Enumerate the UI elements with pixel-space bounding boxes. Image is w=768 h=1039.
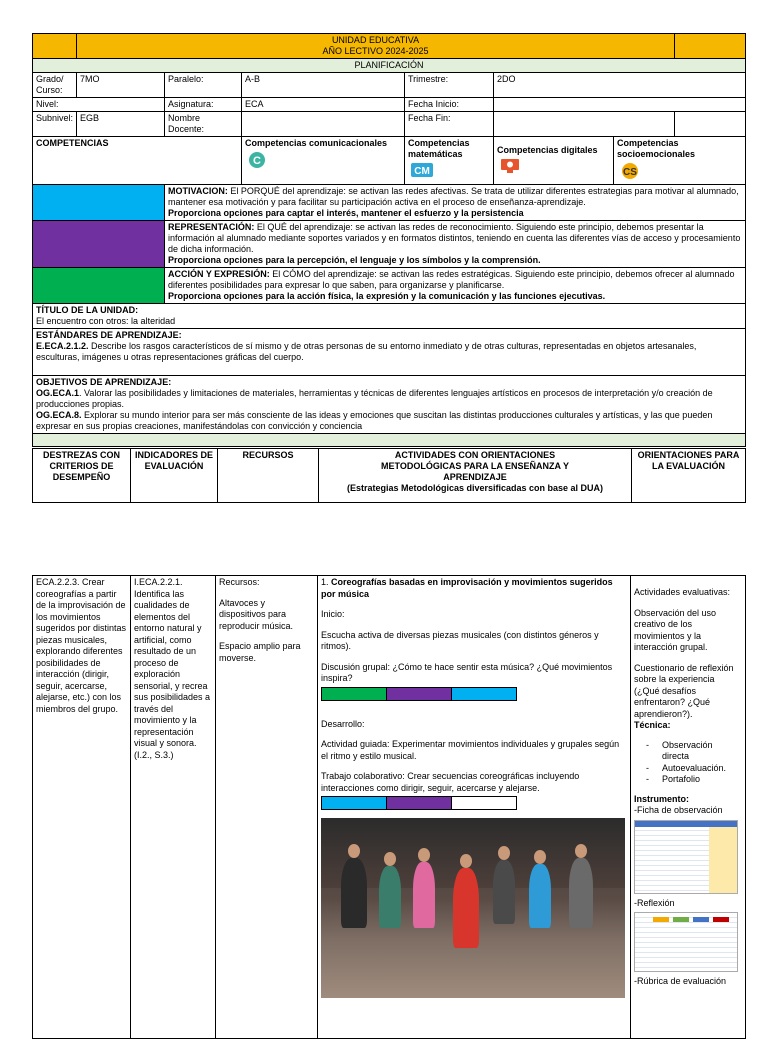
institution-name: UNIDAD EDUCATIVA xyxy=(331,35,420,45)
col-actividades-sub: (Estrategias Metodológicas diversificadas con base al DUA) xyxy=(346,483,604,493)
strip-purple xyxy=(387,797,452,809)
competencia-socioemocional xyxy=(614,137,746,185)
dua-color-strip xyxy=(321,687,517,701)
asignatura-value: ECA xyxy=(242,98,405,112)
dua-bold: Proporciona opciones para la acción física, la expresión y la comunicación y las funciones ejecutivas. xyxy=(168,291,606,301)
accion-text xyxy=(165,268,746,304)
competencia-label: Competencias matemáticas xyxy=(408,138,470,159)
competencia-digital xyxy=(494,137,614,185)
actividades-cell xyxy=(318,576,631,1039)
svg-text:CM: CM xyxy=(414,166,430,177)
col-indicadores: INDICADORES DE EVALUACIÓN xyxy=(131,449,218,503)
accion-color-cell xyxy=(33,268,165,304)
recursos-cell xyxy=(216,576,318,1039)
instrumento-item: -Rúbrica de evaluación xyxy=(634,976,727,986)
trimestre-label: Trimestre: xyxy=(405,73,494,98)
activity-number: 1. xyxy=(321,577,332,587)
col-recursos: RECURSOS xyxy=(218,449,319,503)
objetivos-cell xyxy=(33,376,746,434)
indicador-cell: I.ECA.2.2.1. Identifica las cualidades de elementos del entorno natural y artificial, como resultado de un proceso de exploración sensorial, y recrea sus posibilidades a través del movimiento y la representación visual y sonora. (I.2., S.3.) xyxy=(131,576,216,1039)
colab-text: Trabajo colaborativo: Crear secuencias coreográficas incluyendo interacciones como dirigir, seguir, acercarse y alejarse. xyxy=(321,771,580,793)
estandares-label: ESTÁNDARES DE APRENDIZAJE: xyxy=(36,330,182,340)
fecha-fin-value xyxy=(494,112,675,137)
unidad-value: El encuentro con otros: la alteridad xyxy=(36,316,176,326)
logo-cell-right xyxy=(675,34,746,59)
dua-title: ACCIÓN Y EXPRESIÓN: xyxy=(168,269,270,279)
competencia-label: Competencias comunicacionales xyxy=(245,138,388,148)
competencia-cs-icon xyxy=(619,162,641,180)
strip-blue xyxy=(322,797,387,809)
unidad-cell xyxy=(33,304,746,329)
subnivel-value: EGB xyxy=(77,112,165,137)
objetivo-text: Explorar su mundo interior para ser más consciente de las ideas y emociones que suscitan las distintas producciones culturales y artísticas, y las que pueden expresar en sus propias creaciones, manifestándolas con convicción y conciencia xyxy=(36,410,713,431)
nivel-label: Nivel: xyxy=(33,98,165,112)
escucha-text: Escucha activa de diversas piezas musicales (con distintos géneros y ritmos). xyxy=(321,629,599,651)
col-orientaciones: ORIENTACIONES PARA LA EVALUACIÓN xyxy=(632,449,746,503)
dance-group-photo xyxy=(321,818,625,998)
inicio-label: Inicio: xyxy=(321,609,345,619)
competencias-label: COMPETENCIAS xyxy=(33,137,242,185)
grado-label: Grado/ Curso: xyxy=(33,73,77,98)
dua-bold: Proporciona opciones para la percepción, el lenguaje y los símbolos y la comprensión. xyxy=(168,255,541,265)
recurso-item: Altavoces y dispositivos para reproducir música. xyxy=(219,597,294,631)
representacion-color-cell xyxy=(33,221,165,268)
objetivo-text: . Valorar las posibilidades y limitaciones de materiales, herramientas y técnicas de diferentes lenguajes artísticos en procesos de interpretación y/o creación de producciones propias. xyxy=(36,388,713,409)
estandar-text: Describe los rasgos característicos de sí mismo y de otras personas de su entorno inmediato y de otras culturas, representadas en objetos artesanales, esculturas, imágenes u otras representaciones gráficas del cuerpo. xyxy=(36,341,697,362)
planning-title: PLANIFICACIÓN xyxy=(33,59,746,73)
strip-empty xyxy=(452,797,516,809)
svg-text:CS: CS xyxy=(623,167,637,178)
tecnica-item: - Observación directa xyxy=(662,740,742,763)
reflection-sheet-thumbnail xyxy=(634,912,738,972)
motivacion-text xyxy=(165,185,746,221)
col-destrezas: DESTREZAS CON CRITERIOS DE DESEMPEÑO xyxy=(33,449,131,503)
instrumento-item: -Ficha de observación xyxy=(634,805,723,815)
strip-green xyxy=(322,688,387,700)
motivacion-color-cell xyxy=(33,185,165,221)
grado-value: 7MO xyxy=(77,73,165,98)
dua-title: REPRESENTACIÓN: xyxy=(168,222,255,232)
eval-title: Actividades evaluativas: xyxy=(634,587,731,597)
objetivos-label: OBJETIVOS DE APRENDIZAJE: xyxy=(36,377,172,387)
planning-header-table xyxy=(32,33,746,447)
competencia-cm-icon xyxy=(410,162,434,178)
trimestre-value: 2DO xyxy=(494,73,746,98)
objetivo-code: OG.ECA.1 xyxy=(36,388,80,398)
desarrollo-label: Desarrollo: xyxy=(321,718,365,729)
col-actividades xyxy=(319,449,632,503)
dua-bold: Proporciona opciones para captar el interés, mantener el esfuerzo y la persistencia xyxy=(168,208,524,218)
recurso-item: Espacio amplio para moverse. xyxy=(219,641,301,663)
institution-title xyxy=(77,34,675,59)
competencia-label: Competencias socioemocionales xyxy=(617,138,696,159)
tecnica-label: Técnica: xyxy=(634,720,671,730)
col-actividades-title: ACTIVIDADES CON ORIENTACIONES METODOLÓGICAS PARA LA ENSEÑANZA Y APRENDIZAJE xyxy=(380,450,569,482)
competencia-label: Competencias digitales xyxy=(497,144,598,155)
recursos-label: Recursos: xyxy=(219,577,260,587)
tecnicas-list xyxy=(634,740,742,786)
tecnica-item: - Autoevaluación. xyxy=(662,763,742,775)
asignatura-label: Asignatura: xyxy=(165,98,242,112)
subnivel-label: Subnivel: xyxy=(33,112,77,137)
guiada-text: Actividad guiada: Experimentar movimientos individuales y grupales según el ritmo y estilo musical. xyxy=(321,739,620,761)
competencia-matematica xyxy=(405,137,494,185)
docente-value xyxy=(242,112,405,137)
objetivo-code: OG.ECA.8. xyxy=(36,410,82,420)
discusion-text: Discusión grupal: ¿Cómo te hace sentir esta música? ¿Qué movimientos inspira? xyxy=(321,661,613,683)
column-header-table xyxy=(32,448,746,503)
fecha-inicio-value xyxy=(494,98,746,112)
competencia-comunicacional xyxy=(242,137,405,185)
instrumento-label: Instrumento: xyxy=(634,793,689,804)
fecha-inicio-label: Fecha Inicio: xyxy=(405,98,494,112)
logo-cell-left xyxy=(33,34,77,59)
dua-color-strip xyxy=(321,796,517,810)
evaluacion-cell xyxy=(631,576,746,1039)
observation-sheet-thumbnail xyxy=(634,820,738,894)
dua-desc: El PORQUÉ del aprendizaje: se activan las redes afectivas. Se trata de utilizar diferentes estrategias para motivar al alumnado, mantener esa motivación y para facilitar su participación activa en el proceso de enseñanza-aprendizaje. xyxy=(168,186,739,207)
paralelo-label: Paralelo: xyxy=(165,73,242,98)
fecha-fin-extra xyxy=(675,112,746,137)
instrumento-item: -Reflexión xyxy=(634,897,675,908)
eval-item: Cuestionario de reflexión sobre la experiencia (¿Qué desafíos enfrentaron? ¿Qué aprendieron?). xyxy=(634,662,734,719)
tecnica-item: - Portafolio xyxy=(662,774,742,786)
paralelo-value: A-B xyxy=(242,73,405,98)
dua-desc: El CÓMO del aprendizaje: se activan las redes estratégicas. Siguiendo este principio, debemos ofrecer al alumnado diferentes posibilidades para expresar lo que saben, para organizarse y planificarse. xyxy=(168,269,735,290)
activity-table xyxy=(32,575,746,1039)
docente-label: Nombre Docente: xyxy=(165,112,242,137)
separator-row xyxy=(33,434,746,447)
activity-title: Coreografías basadas en improvisación y movimientos sugeridos por música xyxy=(321,577,613,599)
digital-monitor-icon xyxy=(499,158,521,174)
eval-item: Observación del uso creativo de los movimientos y la interacción grupal. xyxy=(634,607,717,652)
destreza-cell: ECA.2.2.3. Crear coreografías a partir de la improvisación de los movimientos sugeridos por distintas piezas musicales, explorando diferentes posibilidades de interacción (dirigir, seguir, acercarse, alejarse, etc.) con los miembros del grupo. xyxy=(33,576,131,1039)
unidad-label: TÍTULO DE LA UNIDAD: xyxy=(36,305,139,315)
estandares-cell xyxy=(33,329,746,376)
school-year: AÑO LECTIVO 2024-2025 xyxy=(322,46,429,56)
strip-blue xyxy=(452,688,516,700)
fecha-fin-label: Fecha Fin: xyxy=(405,112,494,137)
estandar-code: E.ECA.2.1.2. xyxy=(36,341,89,351)
dua-desc: El QUÉ del aprendizaje: se activan las redes de reconocimiento. Siguiendo este principio, debemos presentar la información al alumnado mediante soportes variados y en formatos distintos, teniendo en cuenta las diferentes vías de acceso y procesamiento de dicha información. xyxy=(168,222,741,254)
strip-purple xyxy=(387,688,452,700)
svg-text:C: C xyxy=(253,155,261,167)
competencia-c-icon xyxy=(247,151,267,169)
representacion-text xyxy=(165,221,746,268)
dua-title: MOTIVACION: xyxy=(168,186,228,196)
